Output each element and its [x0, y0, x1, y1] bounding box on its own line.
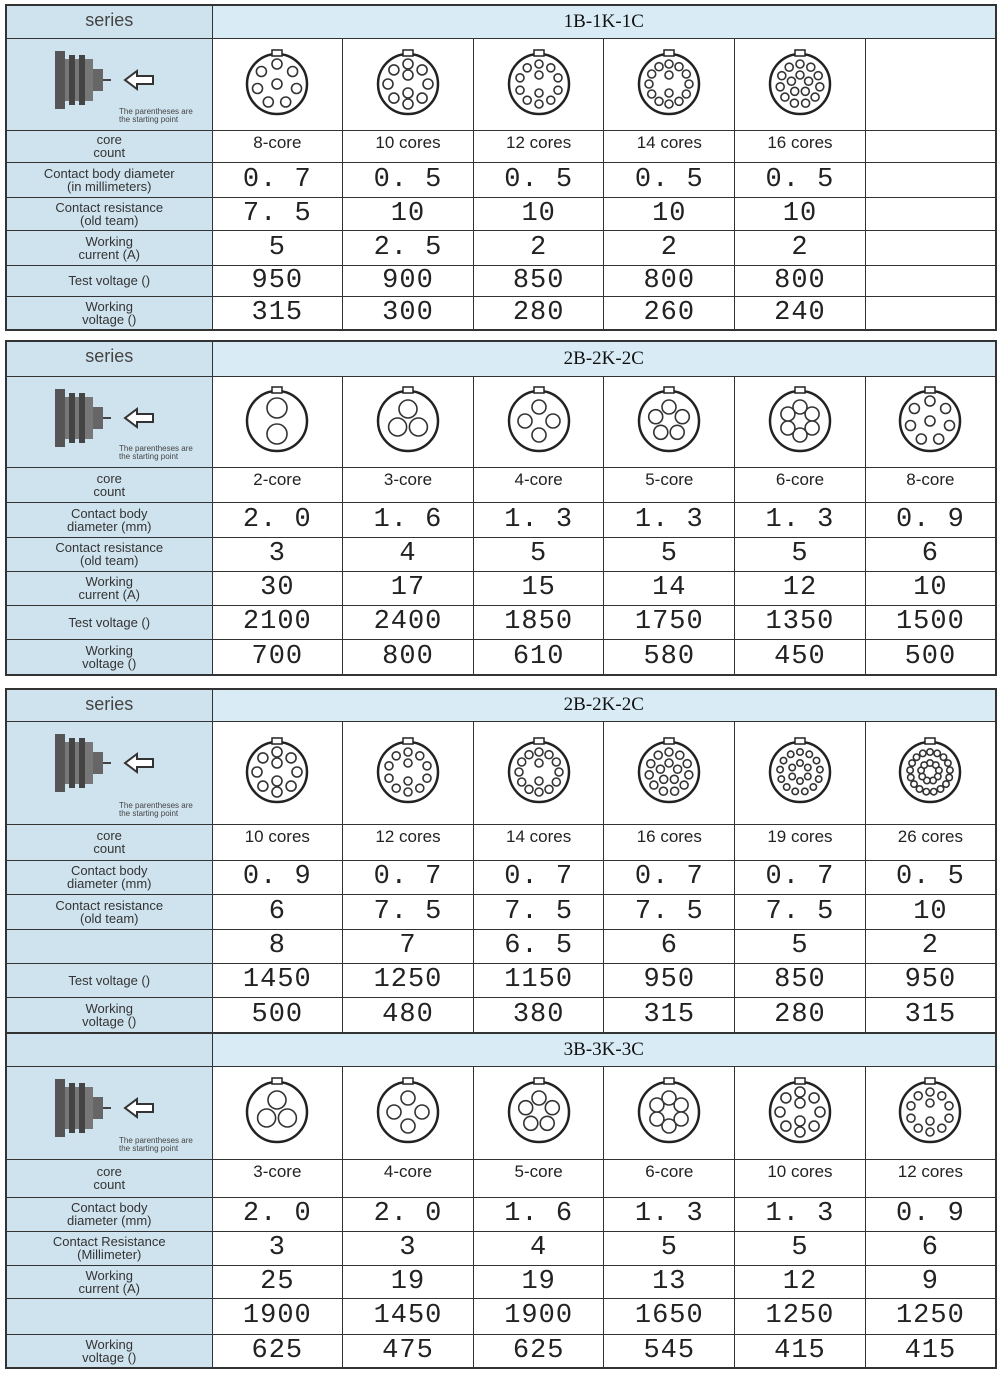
test-value-cell: 950	[865, 963, 996, 997]
note-line: The parentheses are	[119, 1135, 193, 1145]
current-value-cell: 25	[212, 1265, 343, 1298]
connector-face-cell	[865, 721, 996, 824]
diameter-value-cell: 0. 9	[865, 1197, 996, 1231]
row-label-line: Contact body	[70, 505, 148, 521]
connector-face-icon	[504, 1075, 574, 1145]
resistance-value-cell: 6	[212, 894, 343, 929]
test-value-cell: 950	[212, 265, 343, 296]
row-label-line: Contact resistance	[55, 199, 164, 215]
starting-point-note	[119, 445, 193, 461]
core-count-cell: 19 cores	[735, 824, 866, 860]
row-label-line: Working	[85, 1336, 133, 1352]
connector-face-icon	[504, 384, 574, 454]
series-label: series	[6, 689, 212, 721]
diameter-value-cell: 1. 3	[473, 502, 604, 537]
connector-face-cell	[604, 721, 735, 824]
current-value-cell: 13	[604, 1265, 735, 1298]
current-value-cell: 5	[212, 230, 343, 265]
row-label-line: core	[96, 1164, 122, 1179]
connector-face-cell	[343, 1066, 474, 1159]
connector-face-icon	[242, 735, 312, 805]
connector-face-cell	[343, 38, 474, 130]
test-value-cell: 1900	[473, 1298, 604, 1334]
series-label: series	[6, 341, 212, 376]
diameter-value-cell: 0. 9	[212, 860, 343, 894]
row-label-line: Contact Resistance	[52, 1234, 166, 1249]
test-value-cell: 1750	[604, 605, 735, 639]
working-value-cell: 380	[473, 997, 604, 1033]
resistance-value-cell: 7. 5	[604, 894, 735, 929]
connector-face-icon	[242, 384, 312, 454]
diameter-value-cell: 0. 9	[865, 502, 996, 537]
row-label-test	[6, 265, 212, 296]
core-count-cell: 4-core	[343, 1159, 474, 1197]
test-value-cell: 1650	[604, 1298, 735, 1334]
resistance-value-cell: 7. 5	[735, 894, 866, 929]
row-label-line: count	[93, 841, 126, 856]
resistance-value-cell: 7. 5	[212, 197, 343, 230]
resistance-value-cell: 3	[212, 1231, 343, 1265]
resistance-value-cell: 6	[865, 1231, 996, 1265]
connector-face-icon	[242, 47, 312, 117]
row-label-test	[6, 963, 212, 997]
row-label-resistance	[6, 1231, 212, 1265]
working-value-cell: 610	[473, 639, 604, 675]
row-label-line: core	[96, 828, 122, 843]
core-count-cell: 12 cores	[865, 1159, 996, 1197]
test-value-cell: 1450	[212, 963, 343, 997]
row-label-line: core	[96, 470, 122, 486]
current-value-cell: 8	[212, 929, 343, 963]
working-value-cell: 315	[865, 997, 996, 1033]
connector-face-icon	[504, 735, 574, 805]
row-label-line: Contact body diameter	[43, 165, 175, 181]
starting-point-note	[119, 802, 193, 818]
connector-face-cell	[604, 1066, 735, 1159]
test-value-cell: 1900	[212, 1298, 343, 1334]
row-label-line: voltage ()	[82, 311, 137, 327]
series-name: 2B-2K-2C	[212, 341, 996, 376]
test-value-cell: 800	[735, 265, 866, 296]
note-line: the starting point	[119, 1143, 179, 1153]
current-value-cell: 2	[604, 230, 735, 265]
test-value-cell: 1150	[473, 963, 604, 997]
current-value-cell: 19	[473, 1265, 604, 1298]
note-line: The parentheses are	[119, 800, 193, 810]
connector-face-cell	[473, 1066, 604, 1159]
spec-table	[5, 688, 997, 1034]
connector-face-cell	[865, 38, 996, 130]
connector-face-icon	[242, 1075, 312, 1145]
row-label-line: voltage ()	[82, 1013, 137, 1029]
resistance-value-cell: 5	[473, 537, 604, 571]
row-label-resistance	[6, 894, 212, 929]
core-count-cell: 6-core	[604, 1159, 735, 1197]
row-label-working	[6, 997, 212, 1033]
connector-face-cell	[865, 1066, 996, 1159]
row-label-line: Test voltage ()	[68, 273, 151, 288]
connector-face-cell	[343, 721, 474, 824]
spec-table	[5, 4, 997, 331]
core-count-cell: 10 cores	[212, 824, 343, 860]
row-label-resistance	[6, 197, 212, 230]
row-label-line: count	[93, 145, 126, 160]
row-label-line: Contact body	[70, 1200, 148, 1215]
row-label-line: (in millimeters)	[67, 178, 152, 194]
row-label-line: Contact resistance	[55, 540, 164, 555]
row-label-working	[6, 296, 212, 330]
resistance-value-cell: 10	[604, 197, 735, 230]
resistance-value-cell: 4	[343, 537, 474, 571]
spec-table	[5, 340, 997, 676]
working-value-cell: 315	[604, 997, 735, 1033]
row-label-line: diameter (mm)	[66, 518, 152, 534]
starting-point-note	[119, 108, 193, 124]
note-line: the starting point	[119, 114, 179, 124]
connector-face-cell	[212, 38, 343, 130]
row-label-line: current (A)	[78, 246, 140, 262]
core-count-cell: 4-core	[473, 467, 604, 502]
row-label-diameter	[6, 162, 212, 197]
resistance-value-cell: 10	[735, 197, 866, 230]
series-name: 3B-3K-3C	[212, 1033, 996, 1066]
resistance-value-cell: 10	[473, 197, 604, 230]
working-value-cell: 480	[343, 997, 474, 1033]
current-value-cell: 6	[604, 929, 735, 963]
row-label-line: count	[93, 1177, 126, 1192]
row-label-line: (old team)	[79, 910, 139, 926]
resistance-value-cell: 3	[212, 537, 343, 571]
connector-face-cell	[212, 1066, 343, 1159]
working-value-cell: 500	[865, 639, 996, 675]
row-label-line: Working	[85, 298, 133, 314]
core-count-cell: 3-core	[343, 467, 474, 502]
current-value-cell: 2. 5	[343, 230, 474, 265]
connector-face-cell	[473, 376, 604, 467]
row-label-line: (old team)	[79, 553, 139, 568]
connector-face-icon	[634, 47, 704, 117]
connector-face-cell	[473, 38, 604, 130]
current-value-cell: 17	[343, 571, 474, 605]
row-label-resistance	[6, 537, 212, 571]
test-value-cell: 900	[343, 265, 474, 296]
plug-image-cell	[6, 376, 212, 467]
test-value-cell: 1250	[865, 1298, 996, 1334]
row-label-line: voltage ()	[82, 1349, 137, 1365]
connector-face-icon	[634, 384, 704, 454]
resistance-value-cell: 5	[604, 1231, 735, 1265]
diameter-value-cell: 2. 0	[212, 1197, 343, 1231]
row-label-line: Working	[85, 1267, 133, 1283]
series-label	[6, 1033, 212, 1066]
diameter-value-cell: 0. 7	[604, 860, 735, 894]
connector-face-icon	[373, 47, 443, 117]
row-label-diameter	[6, 860, 212, 894]
note-line: the starting point	[119, 808, 179, 818]
row-label-diameter	[6, 1197, 212, 1231]
spec-table	[5, 1032, 997, 1369]
diameter-value-cell: 1. 6	[343, 502, 474, 537]
row-label-core	[6, 824, 212, 860]
working-value-cell: 450	[735, 639, 866, 675]
connector-face-cell	[735, 1066, 866, 1159]
current-value-cell: 5	[735, 929, 866, 963]
row-label-line: Working	[85, 1000, 133, 1016]
diameter-value-cell: 0. 7	[212, 162, 343, 197]
row-label-test	[6, 1298, 212, 1334]
core-count-cell: 8-core	[865, 467, 996, 502]
connector-face-icon	[765, 47, 835, 117]
working-value-cell: 240	[735, 296, 866, 330]
diameter-value-cell: 0. 5	[865, 860, 996, 894]
row-label-line: diameter (mm)	[66, 876, 152, 891]
connector-face-icon	[373, 735, 443, 805]
diameter-value-cell: 1. 3	[735, 1197, 866, 1231]
row-label-working	[6, 639, 212, 675]
diameter-value-cell: 2. 0	[343, 1197, 474, 1231]
row-label-line: current (A)	[78, 587, 140, 602]
core-count-cell: 10 cores	[735, 1159, 866, 1197]
current-value-cell: 2	[865, 929, 996, 963]
row-label-core	[6, 1159, 212, 1197]
diameter-value-cell: 0. 5	[604, 162, 735, 197]
connector-face-icon	[895, 735, 965, 805]
core-count-cell: 12 cores	[343, 824, 474, 860]
core-count-cell: 2-core	[212, 467, 343, 502]
working-value-cell: 315	[212, 296, 343, 330]
series-name: 1B-1K-1C	[212, 5, 996, 38]
core-count-cell: 6-core	[735, 467, 866, 502]
row-label-line: core	[96, 132, 122, 147]
current-value-cell: 9	[865, 1265, 996, 1298]
connector-plug-illustration	[7, 724, 157, 804]
connector-face-icon	[634, 735, 704, 805]
resistance-value-cell: 4	[473, 1231, 604, 1265]
working-value-cell: 280	[735, 997, 866, 1033]
working-value-cell: 415	[865, 1334, 996, 1368]
test-value-cell: 1500	[865, 605, 996, 639]
connector-face-icon	[765, 384, 835, 454]
connector-face-cell	[735, 721, 866, 824]
core-count-cell: 26 cores	[865, 824, 996, 860]
current-value-cell: 12	[735, 571, 866, 605]
resistance-value-cell: 7. 5	[473, 894, 604, 929]
working-value-cell: 625	[212, 1334, 343, 1368]
resistance-value-cell: 3	[343, 1231, 474, 1265]
core-count-cell: 16 cores	[735, 130, 866, 162]
starting-point-note	[119, 1137, 193, 1153]
series-label: series	[6, 5, 212, 38]
diameter-value-cell: 1. 3	[604, 1197, 735, 1231]
working-value-cell	[865, 296, 996, 330]
diameter-value-cell	[865, 162, 996, 197]
note-line: The parentheses are	[119, 443, 193, 453]
diameter-value-cell: 1. 6	[473, 1197, 604, 1231]
current-value-cell: 30	[212, 571, 343, 605]
core-count-cell: 12 cores	[473, 130, 604, 162]
connector-face-cell	[865, 376, 996, 467]
row-label-line: diameter (mm)	[66, 1213, 152, 1228]
connector-face-icon	[373, 1075, 443, 1145]
test-value-cell: 1250	[735, 1298, 866, 1334]
row-label-diameter	[6, 502, 212, 537]
test-value-cell: 1350	[735, 605, 866, 639]
row-label-line: Working	[85, 233, 133, 249]
current-value-cell: 19	[343, 1265, 474, 1298]
row-label-line: Working	[85, 642, 133, 658]
current-value-cell: 7	[343, 929, 474, 963]
working-value-cell: 625	[473, 1334, 604, 1368]
connector-face-cell	[735, 38, 866, 130]
row-label-core	[6, 467, 212, 502]
connector-face-icon	[634, 1075, 704, 1145]
test-value-cell: 850	[473, 265, 604, 296]
connector-face-icon	[504, 47, 574, 117]
core-count-cell: 8-core	[212, 130, 343, 162]
current-value-cell: 2	[473, 230, 604, 265]
working-value-cell: 260	[604, 296, 735, 330]
current-value-cell: 10	[865, 571, 996, 605]
working-value-cell: 415	[735, 1334, 866, 1368]
working-value-cell: 580	[604, 639, 735, 675]
row-label-line: (old team)	[79, 212, 139, 228]
diameter-value-cell: 0. 7	[473, 860, 604, 894]
test-value-cell: 2100	[212, 605, 343, 639]
row-label-working	[6, 1334, 212, 1368]
resistance-value-cell: 5	[735, 1231, 866, 1265]
resistance-value-cell	[865, 197, 996, 230]
note-line: The parentheses are	[119, 106, 193, 116]
connector-face-icon	[895, 384, 965, 454]
row-label-current	[6, 230, 212, 265]
connector-face-cell	[473, 721, 604, 824]
resistance-value-cell: 6	[865, 537, 996, 571]
row-label-line: current (A)	[78, 1280, 140, 1296]
series-name: 2B-2K-2C	[212, 689, 996, 721]
resistance-value-cell: 5	[735, 537, 866, 571]
resistance-value-cell: 10	[343, 197, 474, 230]
connector-face-cell	[604, 376, 735, 467]
current-value-cell: 6. 5	[473, 929, 604, 963]
current-value-cell: 2	[735, 230, 866, 265]
row-label-line: (Millimeter)	[77, 1247, 142, 1262]
core-count-cell: 14 cores	[473, 824, 604, 860]
core-count-cell: 5-core	[473, 1159, 604, 1197]
working-value-cell: 280	[473, 296, 604, 330]
test-value-cell: 1250	[343, 963, 474, 997]
row-label-current	[6, 929, 212, 963]
diameter-value-cell: 1. 3	[735, 502, 866, 537]
test-value-cell: 2400	[343, 605, 474, 639]
connector-face-icon	[895, 1075, 965, 1145]
current-value-cell: 12	[735, 1265, 866, 1298]
working-value-cell: 475	[343, 1334, 474, 1368]
diameter-value-cell: 0. 5	[343, 162, 474, 197]
current-value-cell: 15	[473, 571, 604, 605]
diameter-value-cell: 1. 3	[604, 502, 735, 537]
connector-face-icon	[373, 384, 443, 454]
test-value-cell: 800	[604, 265, 735, 296]
row-label-test	[6, 605, 212, 639]
working-value-cell: 800	[343, 639, 474, 675]
row-label-line: Contact resistance	[55, 897, 164, 913]
core-count-cell: 16 cores	[604, 824, 735, 860]
diameter-value-cell: 2. 0	[212, 502, 343, 537]
row-label-line: count	[93, 483, 126, 499]
resistance-value-cell: 10	[865, 894, 996, 929]
row-label-line: Test voltage ()	[68, 614, 151, 630]
diameter-value-cell: 0. 5	[473, 162, 604, 197]
test-value-cell: 950	[604, 963, 735, 997]
test-value-cell: 1850	[473, 605, 604, 639]
row-label-current	[6, 1265, 212, 1298]
working-value-cell: 500	[212, 997, 343, 1033]
core-count-cell: 10 cores	[343, 130, 474, 162]
row-label-line: Working	[85, 574, 133, 589]
plug-image-cell	[6, 38, 212, 130]
connector-face-cell	[735, 376, 866, 467]
resistance-value-cell: 7. 5	[343, 894, 474, 929]
working-value-cell: 545	[604, 1334, 735, 1368]
row-label-line: Contact body	[70, 863, 148, 878]
connector-face-cell	[343, 376, 474, 467]
diameter-value-cell: 0. 7	[343, 860, 474, 894]
working-value-cell: 300	[343, 296, 474, 330]
connector-face-icon	[765, 1075, 835, 1145]
resistance-value-cell: 5	[604, 537, 735, 571]
diameter-value-cell: 0. 5	[735, 162, 866, 197]
core-count-cell: 14 cores	[604, 130, 735, 162]
connector-face-cell	[604, 38, 735, 130]
note-line: the starting point	[119, 451, 179, 461]
row-label-line: Test voltage ()	[68, 972, 151, 988]
row-label-line: voltage ()	[82, 655, 137, 671]
plug-image-cell	[6, 1066, 212, 1159]
core-count-cell: 3-core	[212, 1159, 343, 1197]
current-value-cell: 14	[604, 571, 735, 605]
current-value-cell	[865, 230, 996, 265]
diameter-value-cell: 0. 7	[735, 860, 866, 894]
connector-face-cell	[212, 376, 343, 467]
core-count-cell: 5-core	[604, 467, 735, 502]
test-value-cell	[865, 265, 996, 296]
working-value-cell: 700	[212, 639, 343, 675]
test-value-cell: 850	[735, 963, 866, 997]
test-value-cell: 1450	[343, 1298, 474, 1334]
core-count-cell	[865, 130, 996, 162]
connector-face-icon	[765, 735, 835, 805]
plug-image-cell	[6, 721, 212, 824]
row-label-core	[6, 130, 212, 162]
row-label-current	[6, 571, 212, 605]
connector-face-cell	[212, 721, 343, 824]
